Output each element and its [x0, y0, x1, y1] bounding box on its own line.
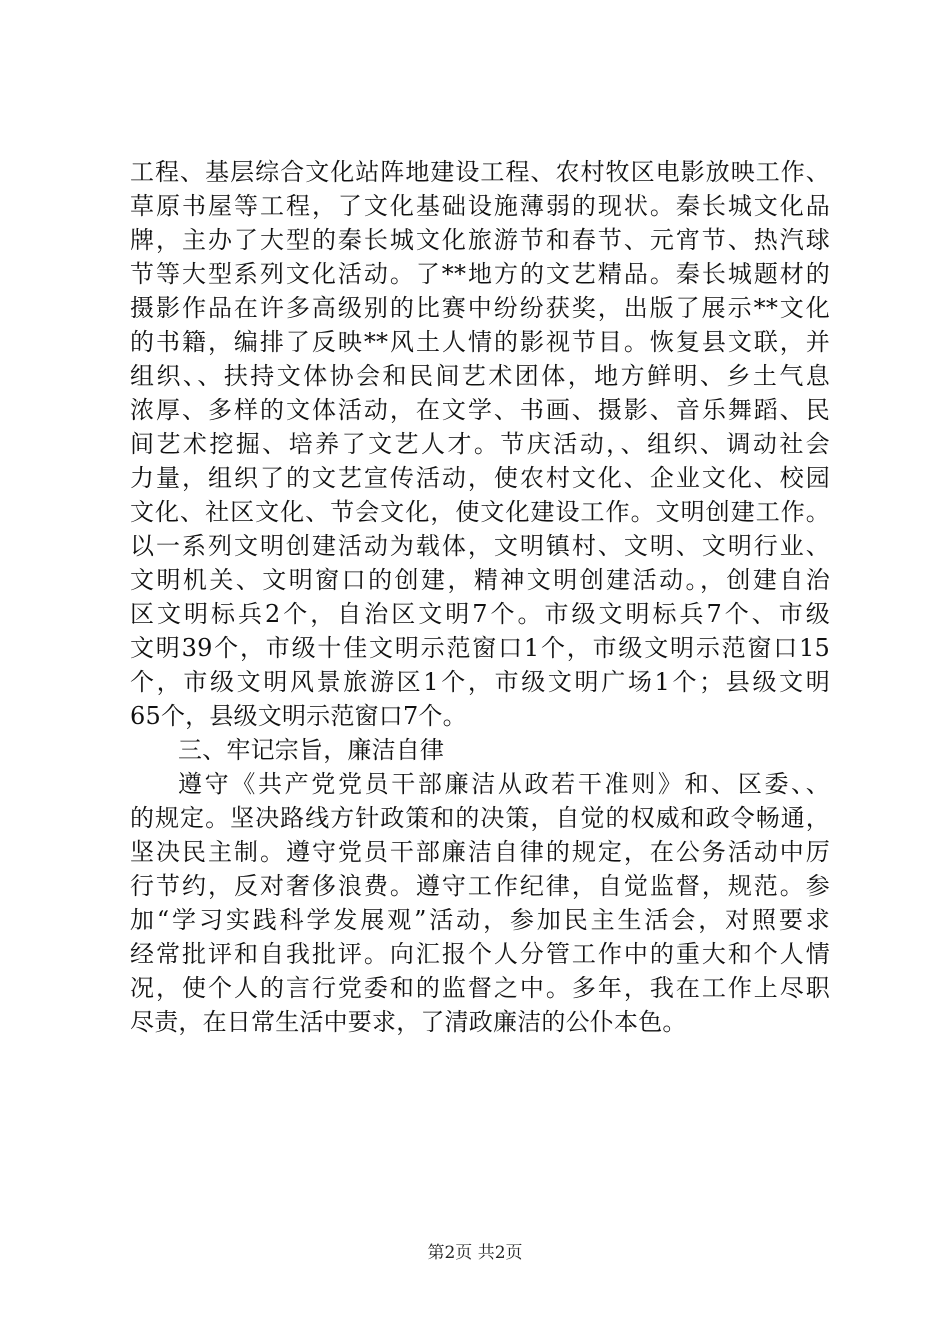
text-line: 区文明标兵2个，自治区文明7个。市级文明标兵7个、市级 [130, 600, 830, 628]
page-footer [0, 1241, 950, 1265]
text-line: 工程、基层综合文化站阵地建设工程、农村牧区电影放映工作、 [130, 158, 830, 186]
text-line: 的规定。坚决路线方针政策和的决策，自觉的权威和政令畅通， [130, 804, 830, 832]
text-line: 个，市级文明风景旅游区1个，市级文明广场1个；县级文明 [130, 668, 830, 696]
text-line: 尽责，在日常生活中要求，了清政廉洁的公仆本色。 [130, 1008, 687, 1036]
text-line: 草原书屋等工程，了文化基础设施薄弱的现状。秦长城文化品 [130, 192, 830, 220]
paragraph-1 [130, 155, 830, 733]
paragraph-2 [130, 767, 830, 1039]
text-line: 文明机关、文明窗口的创建，精神文明创建活动。，创建自治 [130, 566, 830, 594]
text-line: 间艺术挖掘、培养了文艺人才。节庆活动，、组织、调动社会 [130, 430, 830, 458]
text-line: 加“学习实践科学发展观”活动，参加民主生活会，对照要求 [130, 906, 830, 934]
text-line: 况，使个人的言行党委和的监督之中。多年，我在工作上尽职 [130, 974, 830, 1002]
text-line: 坚决民主制。遵守党员干部廉洁自律的规定，在公务活动中厉 [130, 838, 830, 866]
text-line: 的书籍，编排了反映**风土人情的影视节目。恢复县文联，并 [130, 328, 830, 356]
text-line: 文明39个，市级十佳文明示范窗口1个，市级文明示范窗口15 [130, 634, 830, 662]
text-line: 65个，县级文明示范窗口7个。 [130, 702, 467, 730]
text-line: 浓厚、多样的文体活动，在文学、书画、摄影、音乐舞蹈、民 [130, 396, 830, 424]
section-heading [130, 733, 830, 767]
text-line: 力量，组织了的文艺宣传活动，使农村文化、企业文化、校园 [130, 464, 830, 492]
text-line: 牌，主办了大型的秦长城文化旅游节和春节、元宵节、热汽球 [130, 226, 830, 254]
text-line: 文化、社区文化、节会文化，使文化建设工作。文明创建工作。 [130, 498, 830, 526]
text-line: 摄影作品在许多高级别的比赛中纷纷获奖，出版了展示**文化 [130, 294, 830, 322]
document-body [130, 155, 830, 1039]
text-line: 组织、、扶持文体协会和民间艺术团体，地方鲜明、乡土气息 [130, 362, 830, 390]
text-line: 节等大型系列文化活动。了**地方的文艺精品。秦长城题材的 [130, 260, 830, 288]
page-number: 第2页 共2页 [427, 1243, 523, 1263]
text-line: 经常批评和自我批评。向汇报个人分管工作中的重大和个人情 [130, 940, 830, 968]
section-heading-text: 三、牢记宗旨，廉洁自律 [178, 736, 445, 764]
text-line: 行节约，反对奢侈浪费。遵守工作纪律，自觉监督，规范。参 [130, 872, 830, 900]
text-line: 遵守《共产党党员干部廉洁从政若干准则》和、区委、、 [178, 770, 830, 798]
text-line: 以一系列文明创建活动为载体，文明镇村、文明、文明行业、 [130, 532, 830, 560]
